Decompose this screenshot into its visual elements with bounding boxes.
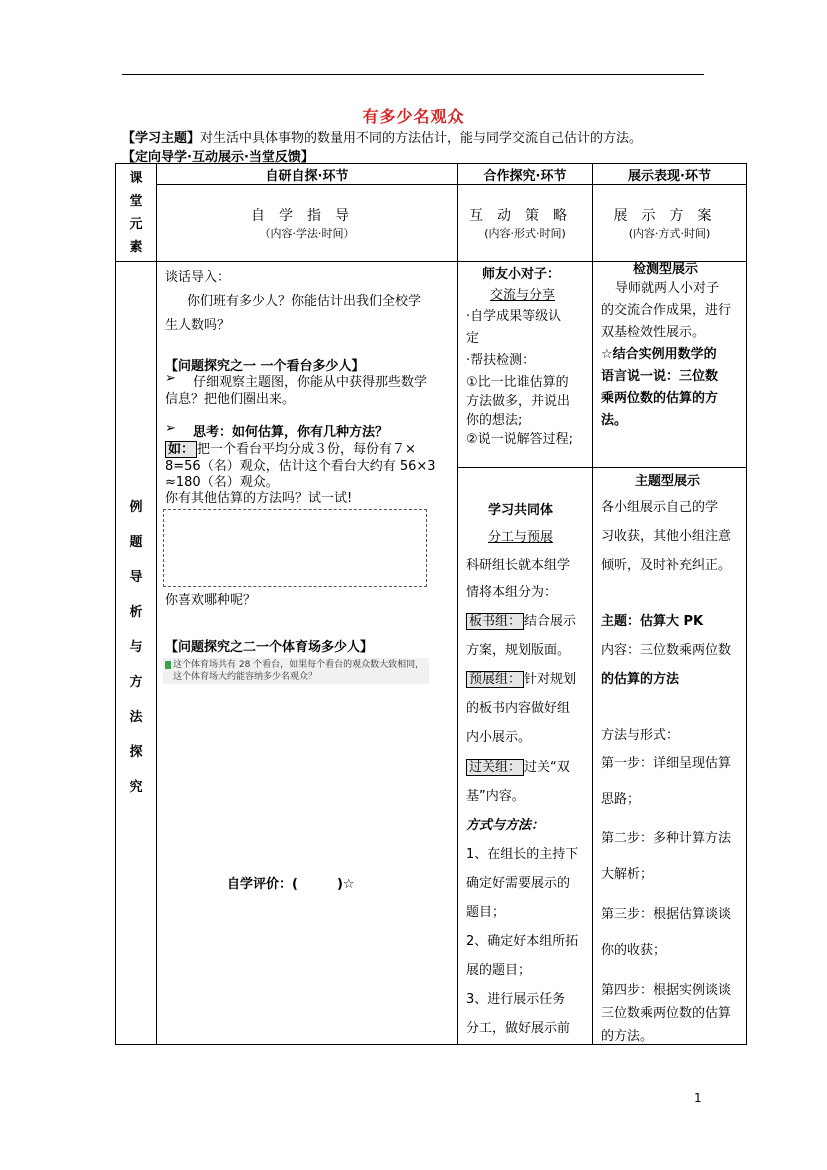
group-title: 学习共同体 xyxy=(488,503,554,518)
row-label-char: 题 xyxy=(129,535,143,550)
bullet-icon: ➢ xyxy=(165,371,176,386)
group-text: 方案，规划版面。 xyxy=(466,643,571,658)
check-section xyxy=(593,262,746,468)
header-cooperation: 合作探究·环节 xyxy=(458,164,593,185)
other-method-text: 你有其他估算的方法吗？试一试! xyxy=(165,491,353,506)
method-text: 2、确定好本组所拓 xyxy=(466,934,579,949)
sub-title: 互动策略 xyxy=(469,208,581,224)
pair-section xyxy=(458,262,592,468)
sub-note: （内容·学法·时间） xyxy=(259,227,355,240)
step-text: 的方法。 xyxy=(601,1029,654,1044)
pair-text: ②说一说解答过程; xyxy=(466,432,574,447)
learning-theme xyxy=(122,127,642,146)
group-text: 过关“双 xyxy=(524,760,570,775)
step-text: 第四步：根据实例谈谈 xyxy=(601,983,732,998)
check-text: 导师就两人小对子 xyxy=(615,281,720,296)
pair-text: 你的想法; xyxy=(466,413,523,428)
guide-line: 【定向导学·互动展示·当堂反馈】 xyxy=(122,150,314,165)
example-text: 8=56（名）观众，估计这个看台大约有 56×3 xyxy=(165,459,436,474)
corner-cell xyxy=(116,164,157,262)
corner-char: 素 xyxy=(129,239,143,255)
top-rule xyxy=(122,74,704,75)
group-text: 科研组长就本组学 xyxy=(466,558,571,573)
answer-box[interactable] xyxy=(163,509,427,587)
problem-line: 这个体育场共有 28 个看台，如果每个看台的观众数大致相同， xyxy=(173,660,425,670)
theme-text: 对生活中具体事物的数量用不同的方法估计，能与同学交流自己估计的方法。 xyxy=(200,131,643,146)
topic-subject: 主题：估算大 PK xyxy=(601,614,704,629)
inquiry-two-title: 【问题探究之二一个体育场多少人】 xyxy=(165,640,374,655)
example-text: ≈180（名）观众。 xyxy=(165,475,279,490)
method-text: 确定好需要展示的 xyxy=(466,876,571,891)
method-title: 方式与方法： xyxy=(466,818,545,833)
sub-self-study xyxy=(157,185,458,262)
pair-text: ①比一比谁估算的 xyxy=(466,375,569,390)
step-text: 第一步：详细呈现估算 xyxy=(601,756,732,771)
intro-text: 谈话导入： xyxy=(165,270,231,285)
sub-note: (内容·方式·时间) xyxy=(628,227,711,240)
form-title: 方法与形式： xyxy=(601,728,680,743)
row-label-char: 与 xyxy=(129,640,143,655)
check-text: 语言说一说：三位数 xyxy=(601,369,719,384)
question-text: 你们班有多少人？你能估计出我们全校学 xyxy=(187,294,422,309)
display-cell xyxy=(593,262,747,1045)
page-title: 有多少名观众 xyxy=(362,107,465,126)
row-label-char: 究 xyxy=(129,780,143,795)
sub-title: 展示方案 xyxy=(613,208,726,224)
group-text: 针对规划 xyxy=(524,672,577,687)
method-text: 3、进行展示任务 xyxy=(466,992,566,1007)
corner-char: 元 xyxy=(129,216,143,232)
problem-line: 这个体育场大约能容纳多少名观众？ xyxy=(173,672,318,682)
board-line xyxy=(466,610,576,629)
pass-line xyxy=(466,756,570,775)
step-text: 第三步：根据估算谈谈 xyxy=(601,907,732,922)
group-text: 情将本组分为： xyxy=(466,585,558,600)
bullet-text: 仔细观察主题图，你能从中获得那些数学 xyxy=(193,375,428,390)
check-text: 乘两位数的估算的方 xyxy=(601,391,719,406)
method-text: 1、在组长的主持下 xyxy=(466,847,579,862)
check-text: 双基检效性展示。 xyxy=(601,325,706,340)
preview-line xyxy=(466,668,576,687)
header-self-study: 自研自探·环节 xyxy=(157,164,458,185)
step-text: 思路； xyxy=(601,792,641,807)
theme-label: 【学习主题】 xyxy=(122,131,201,146)
row-label-cell xyxy=(116,262,157,1045)
row-label-char: 法 xyxy=(129,710,143,725)
self-evaluation: 自学评价：( )☆ xyxy=(227,877,355,892)
group-subtitle: 分工与预展 xyxy=(488,530,554,545)
row-label-char: 例 xyxy=(129,500,143,515)
topic-text: 倾听，及时补充纠正。 xyxy=(601,558,732,573)
page-number: 1 xyxy=(694,1091,702,1105)
group-text: 内小展示。 xyxy=(466,730,532,745)
pair-subtitle: 交流与分享 xyxy=(490,288,556,303)
method-text: 题目； xyxy=(466,905,506,920)
method-text: 分工，做好展示前 xyxy=(466,1021,571,1036)
topic-text: 习收获，其他小组注意 xyxy=(601,529,732,544)
pair-text: 定 xyxy=(466,331,480,346)
sub-note: (内容·形式·时间) xyxy=(484,227,566,240)
pair-text: ·自学成果等级认 xyxy=(466,309,562,324)
pass-group-label: 过关组： xyxy=(466,759,524,776)
sub-title: 自学指导 xyxy=(251,208,363,224)
header-display: 展示表现·环节 xyxy=(593,164,747,185)
row-label-char: 方 xyxy=(129,675,143,690)
pair-title: 师友小对子： xyxy=(482,267,561,282)
corner-char: 课 xyxy=(129,170,143,186)
step-text: 你的收获； xyxy=(601,943,667,958)
step-text: 三位数乘两位数的估算 xyxy=(601,1006,732,1021)
example-text: 把一个看台平均分成３份，每份有７× xyxy=(197,442,416,457)
row-label-char: 导 xyxy=(129,570,143,585)
problem-image xyxy=(163,658,429,684)
topic-text: 各小组展示自己的学 xyxy=(601,500,719,515)
check-title: 检测型展示 xyxy=(633,262,699,277)
check-text: 法。 xyxy=(601,413,628,428)
method-text: 展的题目； xyxy=(466,963,532,978)
group-text: 的板书内容做好组 xyxy=(466,701,571,716)
preview-group-label: 预展组： xyxy=(466,671,524,688)
check-text: ☆结合实例用数学的 xyxy=(601,347,717,362)
group-text: 基”内容。 xyxy=(466,789,525,804)
bullet-icon: ➢ xyxy=(165,421,176,436)
corner-char: 堂 xyxy=(129,193,143,209)
step-text: 第二步：多种计算方法 xyxy=(601,831,732,846)
step-text: 大解析； xyxy=(601,867,654,882)
row-label-char: 析 xyxy=(129,605,143,620)
pair-text: 方法做多，并说出 xyxy=(466,394,571,409)
green-marker-icon xyxy=(165,661,171,669)
row-label-char: 探 xyxy=(129,745,143,760)
group-text: 结合展示 xyxy=(524,614,577,629)
board-group-label: 板书组： xyxy=(466,613,524,630)
sub-cooperation xyxy=(458,185,593,262)
check-text: 的交流合作成果，进行 xyxy=(601,303,732,318)
lesson-table xyxy=(115,163,747,1045)
pair-text: ·帮扶检测： xyxy=(466,353,536,368)
cooperation-cell xyxy=(458,262,593,1045)
topic-content: 的估算的方法 xyxy=(601,672,680,687)
topic-title: 主题型展示 xyxy=(635,474,701,489)
question-text: 生人数吗？ xyxy=(165,318,231,333)
sub-display xyxy=(593,185,747,262)
bullet-text: 信息？把他们圈出来。 xyxy=(165,392,296,407)
preference-text: 你喜欢哪种呢？ xyxy=(165,593,257,608)
inquiry-one-title: 【问题探究之一 一个看台多少人】 xyxy=(165,359,365,374)
example-label: 如： xyxy=(165,441,197,458)
topic-content: 内容：三位数乘两位数 xyxy=(601,643,732,658)
think-text: 思考：如何估算，你有几种方法？ xyxy=(193,425,389,440)
self-study-cell xyxy=(157,262,458,1045)
